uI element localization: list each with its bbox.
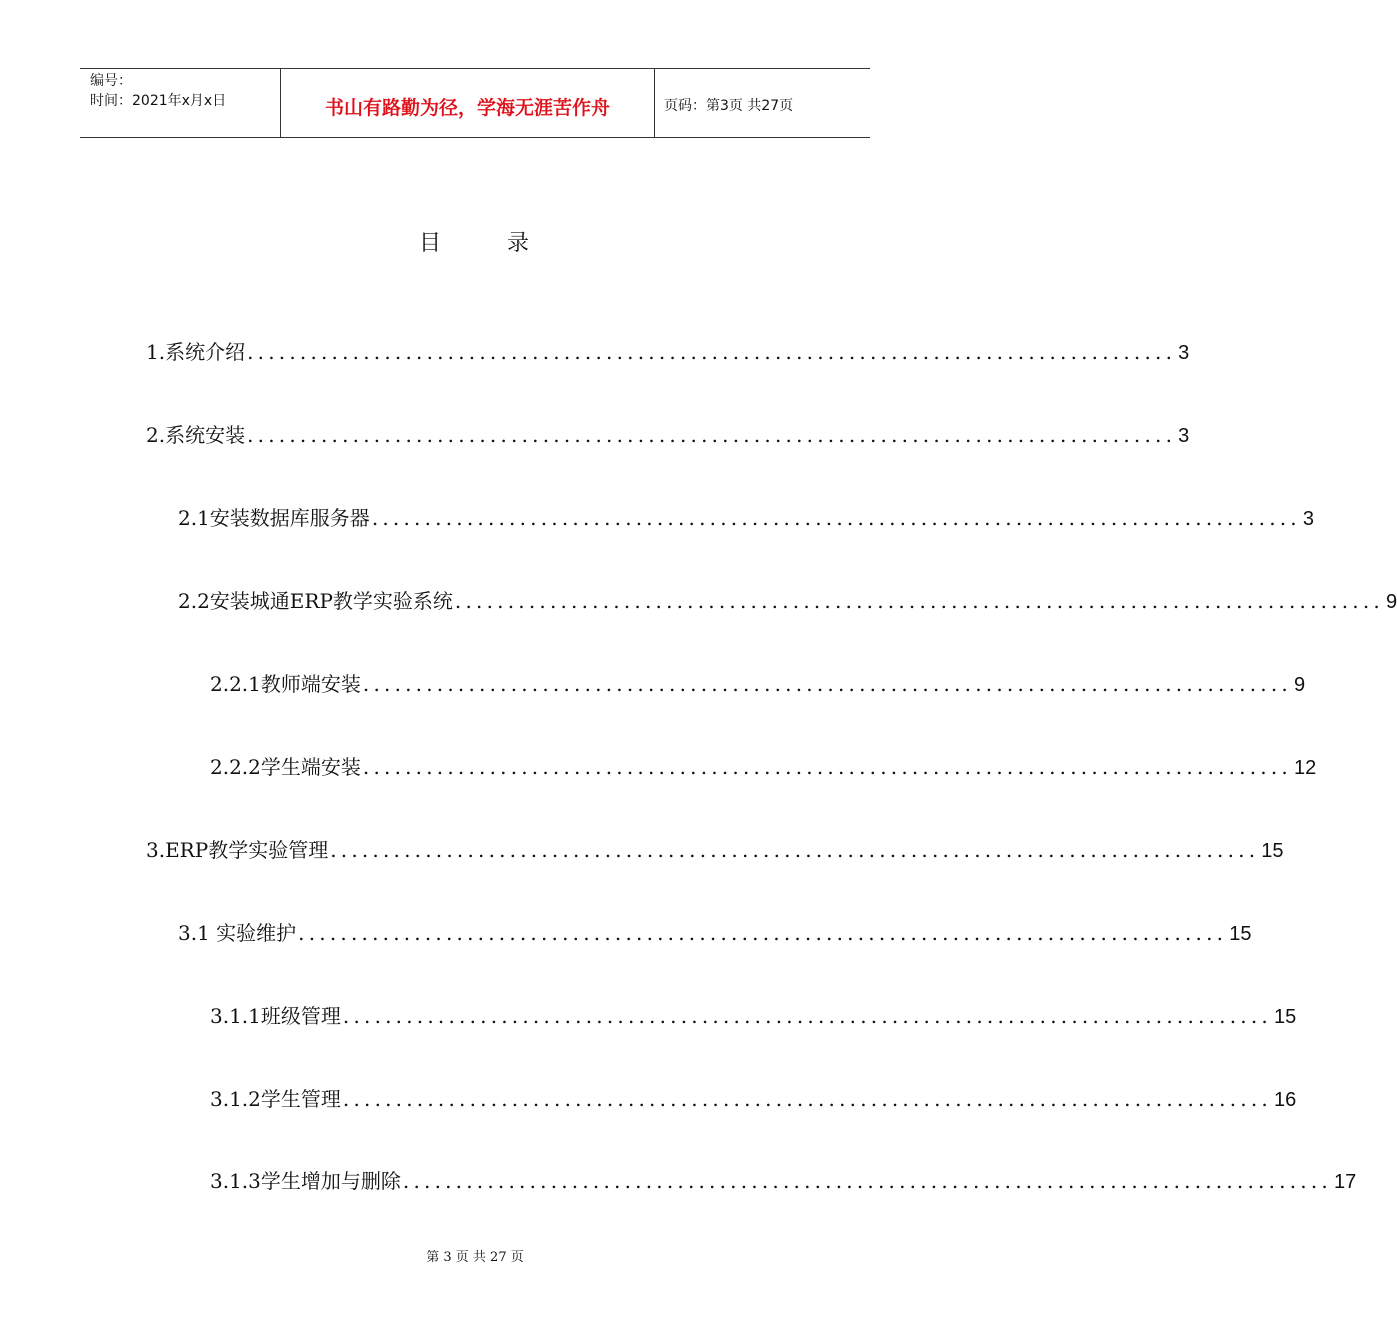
- toc-entry-page: 9: [1385, 591, 1397, 613]
- header-motto-cell: [281, 69, 655, 137]
- toc-entry-label: 3.1 实验维护: [178, 921, 297, 945]
- toc-entry[interactable]: [210, 1001, 1297, 1031]
- page-footer: [0, 1246, 950, 1265]
- toc-leader-dots: ........................................................................................: [362, 672, 1292, 696]
- toc-entry-page: 15: [1261, 840, 1284, 862]
- toc-entry-label: 3.1.2学生管理: [210, 1087, 341, 1111]
- toc-entry-page: 3: [1302, 508, 1314, 530]
- toc-leader-dots: ........................................................................................: [342, 1004, 1272, 1028]
- toc-entry[interactable]: [146, 835, 1284, 865]
- toc-entry-label: 2.2安装城通ERP教学实验系统: [178, 589, 453, 613]
- toc-entry[interactable]: [178, 918, 1252, 948]
- toc-entry-label: 2.系统安装: [146, 423, 246, 447]
- toc-entry[interactable]: [146, 420, 1190, 450]
- document-number-label: 编号：: [90, 73, 132, 89]
- header-page-cell: [655, 69, 870, 137]
- toc-leader-dots: ........................................................................................: [298, 921, 1228, 945]
- toc-leader-dots: ........................................................................................: [371, 506, 1301, 530]
- header-motto: 书山有路勤为径，学海无涯苦作舟: [324, 96, 610, 119]
- document-time-label: 时间：2021年x月x日: [90, 93, 227, 109]
- toc-entry-label: 2.2.1教师端安装: [210, 672, 361, 696]
- toc-entry-label: 3.1.1班级管理: [210, 1004, 341, 1028]
- header-page-info: 页码：第3页 共27页: [664, 98, 794, 114]
- footer-page-number: 第 3 页 共 27 页: [426, 1250, 524, 1265]
- toc-entry-page: 15: [1229, 923, 1252, 945]
- toc-entry-page: 17: [1333, 1171, 1357, 1193]
- toc-leader-dots: ........................................................................................: [402, 1169, 1332, 1193]
- toc-entry-label: 1.系统介绍: [146, 340, 246, 364]
- toc-entry[interactable]: [210, 1166, 1357, 1196]
- toc-title-char-2: 录: [507, 231, 532, 256]
- toc-entry-label: 2.2.2学生端安装: [210, 755, 361, 779]
- toc-entry-page: 3: [1178, 425, 1190, 447]
- toc-title-char-1: 目: [418, 231, 443, 256]
- toc-title: [0, 226, 950, 257]
- toc-entry[interactable]: [146, 337, 1190, 367]
- toc-entry[interactable]: [178, 503, 1314, 533]
- page-header: [80, 68, 870, 138]
- toc-leader-dots: ........................................................................................: [247, 340, 1177, 364]
- toc-leader-dots: ........................................................................................: [362, 755, 1292, 779]
- toc-entry-page: 16: [1273, 1089, 1297, 1111]
- toc-entry-label: 2.1安装数据库服务器: [178, 506, 370, 530]
- toc-leader-dots: ........................................................................................: [454, 589, 1384, 613]
- toc-entry-label: 3.ERP教学实验管理: [146, 838, 329, 862]
- toc-leader-dots: ........................................................................................: [330, 838, 1260, 862]
- toc-entry-label: 3.1.3学生增加与删除: [210, 1169, 401, 1193]
- toc-leader-dots: ........................................................................................: [247, 423, 1177, 447]
- toc-entry[interactable]: [210, 669, 1306, 699]
- header-meta-cell: [80, 69, 281, 137]
- toc-entry[interactable]: [210, 1084, 1297, 1114]
- toc-leader-dots: ........................................................................................: [342, 1087, 1272, 1111]
- toc-entry-page: 3: [1178, 342, 1190, 364]
- toc-entry-page: 15: [1273, 1006, 1297, 1028]
- toc-entry-page: 12: [1293, 757, 1317, 779]
- toc-entry[interactable]: [178, 586, 1397, 616]
- toc-entry[interactable]: [210, 752, 1317, 782]
- toc-entry-page: 9: [1293, 674, 1306, 696]
